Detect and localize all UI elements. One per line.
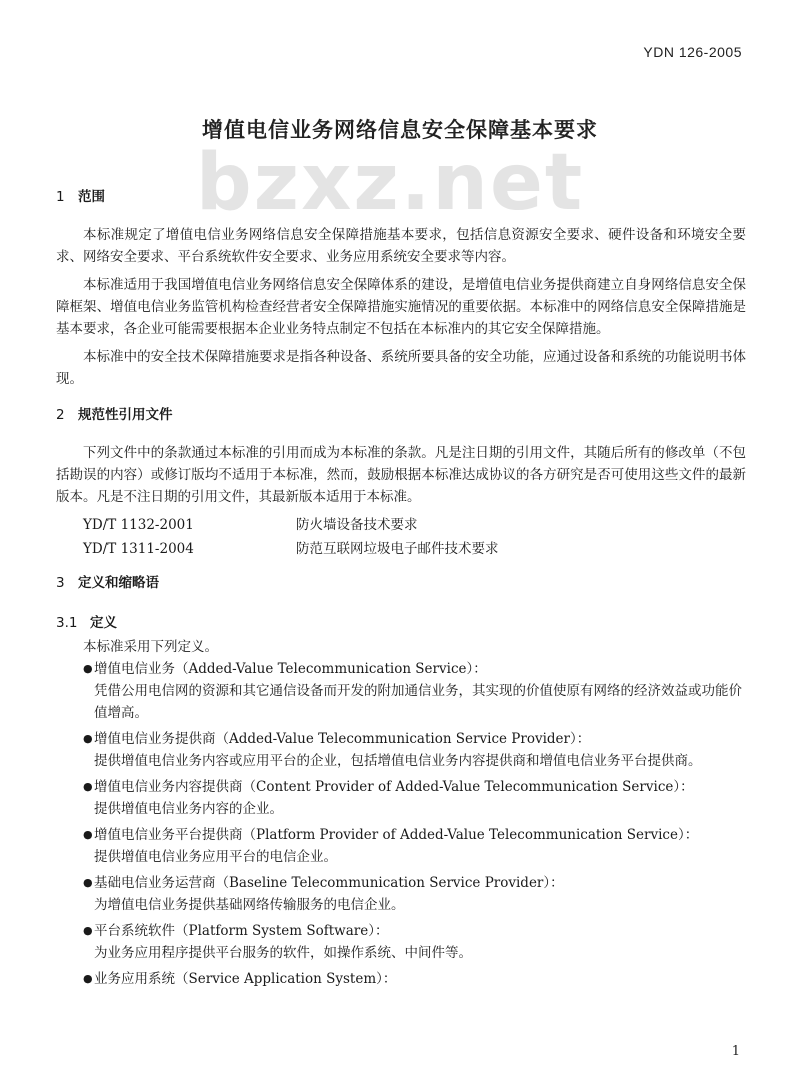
bullet-icon: ● bbox=[83, 876, 93, 889]
section-number: 1 bbox=[56, 189, 65, 205]
reference-row bbox=[56, 514, 746, 536]
bullet-icon: ● bbox=[83, 924, 93, 937]
document-title: 增值电信业务网络信息安全保障基本要求 bbox=[202, 118, 598, 142]
definition-term: 业务应用系统（Service Application System）： bbox=[94, 971, 397, 987]
section-heading-references bbox=[56, 404, 746, 426]
definition-text: 为增值电信业务提供基础网络传输服务的电信企业。 bbox=[94, 897, 405, 913]
definition-text: 为业务应用程序提供平台服务的软件，如操作系统、中间件等。 bbox=[94, 945, 472, 961]
watermark: bzxz.net bbox=[195, 138, 585, 228]
section-title: 规范性引用文件 bbox=[78, 407, 173, 423]
definition-text: 提供增值电信业务应用平台的电信企业。 bbox=[94, 849, 337, 865]
bullet-icon: ● bbox=[83, 780, 93, 793]
definition-item bbox=[56, 872, 746, 916]
paragraph: 本标准适用于我国增值电信业务网络信息安全保障体系的建设，是增值电信业务提供商建立自身网络信息安全保障框架、增值电信业务监管机构检查经营者安全保障措施实施情况的重要依据。本标准中的网络信息安全保障措施是基本要求，各企业可能需要根据本企业业务特点制定不包括在本标准内的其它安全保障措施。 bbox=[56, 277, 746, 337]
section-number: 2 bbox=[56, 407, 65, 423]
subsection-heading bbox=[56, 612, 746, 634]
bullet-icon: ● bbox=[83, 662, 93, 675]
definition-item bbox=[56, 968, 746, 990]
definition-term: 基础电信业务运营商（Baseline Telecommunication Service Provider）： bbox=[94, 875, 564, 891]
definition-text: 提供增值电信业务内容的企业。 bbox=[94, 801, 283, 817]
reference-title: 防范互联网垃圾电子邮件技术要求 bbox=[296, 541, 499, 557]
paragraph: 本标准中的安全技术保障措施要求是指各种设备、系统所要具备的安全功能，应通过设备和系统的功能说明书体现。 bbox=[56, 349, 746, 387]
definition-term: 增值电信业务内容提供商（Content Provider of Added-Value Telecommunication Service）： bbox=[94, 779, 694, 795]
paragraph: 下列文件中的条款通过本标准的引用而成为本标准的条款。凡是注日期的引用文件，其随后所有的修改单（不包括勘误的内容）或修订版均不适用于本标准，然而，鼓励根据本标准达成协议的各方研究是否可使用这些文件的最新版本。凡是不注日期的引用文件，其最新版本适用于本标准。 bbox=[56, 445, 746, 505]
definition-item bbox=[56, 658, 746, 724]
definition-term: 增值电信业务（Added-Value Telecommunication Service）： bbox=[94, 661, 487, 677]
definitions-intro: 本标准采用下列定义。 bbox=[83, 639, 218, 655]
definition-term: 增值电信业务平台提供商（Platform Provider of Added-Value Telecommunication Service）： bbox=[94, 827, 699, 843]
reference-row bbox=[56, 538, 746, 560]
section-heading-scope bbox=[56, 186, 746, 208]
bullet-icon: ● bbox=[83, 732, 93, 745]
definition-text: 凭借公用电信网的资源和其它通信设备而开发的附加通信业务，其实现的价值使原有网络的经济效益或功能价值增高。 bbox=[94, 683, 742, 721]
subsection-title: 定义 bbox=[90, 615, 117, 631]
reference-code: YD/T 1132-2001 bbox=[83, 517, 194, 533]
definition-term: 增值电信业务提供商（Added-Value Telecommunication Service Provider）： bbox=[94, 731, 591, 747]
bullet-icon: ● bbox=[83, 828, 93, 841]
reference-code: YD/T 1311-2004 bbox=[83, 541, 194, 557]
standard-code: YDN 126-2005 bbox=[643, 44, 742, 60]
definition-item bbox=[56, 776, 746, 820]
definition-item bbox=[56, 728, 746, 772]
section-heading-definitions bbox=[56, 572, 746, 594]
document-body bbox=[56, 186, 746, 994]
section-title: 定义和缩略语 bbox=[78, 575, 159, 591]
definition-text: 提供增值电信业务内容或应用平台的企业，包括增值电信业务内容提供商和增值电信业务平台提供商。 bbox=[94, 753, 702, 769]
subsection-number: 3.1 bbox=[56, 615, 78, 631]
section-number: 3 bbox=[56, 575, 65, 591]
definition-list bbox=[56, 658, 746, 990]
paragraph: 本标准规定了增值电信业务网络信息安全保障措施基本要求，包括信息资源安全要求、硬件设备和环境安全要求、网络安全要求、平台系统软件安全要求、业务应用系统安全要求等内容。 bbox=[56, 227, 746, 265]
definition-item bbox=[56, 824, 746, 868]
bullet-icon: ● bbox=[83, 972, 93, 985]
section-title: 范围 bbox=[78, 189, 105, 205]
definition-term: 平台系统软件（Platform System Software）： bbox=[94, 923, 389, 939]
page-number: 1 bbox=[731, 1044, 740, 1059]
definition-item bbox=[56, 920, 746, 964]
reference-title: 防火墙设备技术要求 bbox=[296, 517, 418, 533]
